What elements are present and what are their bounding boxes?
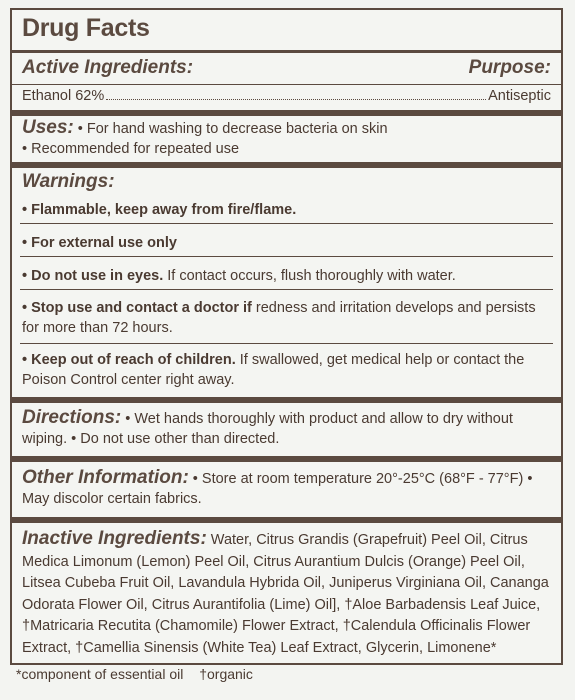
warning-eyes [22, 266, 551, 286]
inactive-ingredients-section [22, 528, 551, 659]
directions-text: • Wet hands thoroughly with product and allow to dry without wiping. • Do not use other than directed. [22, 411, 513, 447]
purpose-heading: Purpose: [468, 57, 551, 78]
warning-stop-use-text: redness and irritation develops and persists for more than 72 hours. [22, 300, 536, 336]
drug-facts-panel [10, 8, 563, 665]
divider [20, 343, 553, 344]
divider [12, 456, 561, 462]
drug-facts-title: Drug Facts [22, 14, 150, 42]
footnote-organic: †organic [199, 666, 253, 682]
divider [12, 397, 561, 403]
divider [12, 110, 561, 116]
leader-dots [106, 99, 486, 100]
active-ingredients-heading: Active Ingredients: [22, 57, 194, 78]
inactive-ingredients-heading: Inactive Ingredients: [22, 528, 207, 549]
warnings-heading: Warnings: [22, 171, 115, 192]
footnotes [16, 666, 265, 682]
uses-section [22, 118, 551, 159]
divider [20, 256, 553, 257]
uses-line-2: • Recommended for repeated use [22, 141, 240, 157]
purpose-value: Antiseptic [488, 88, 551, 104]
uses-heading: Uses: [22, 117, 74, 138]
active-ingredient: Ethanol 62% [22, 88, 105, 104]
divider [12, 517, 561, 523]
warning-children-bold: • Keep out of reach of children. [22, 352, 236, 368]
inactive-ingredients-text: Water, Citrus Grandis (Grapefruit) Peel Oil, Citrus Medica Limonum (Lemon) Peel Oil, Citrus Aurantium Dulcis (Orange) Peel Oil, Litsea Cubeba Fruit Oil, Lavandula Hybrida Oil, Juniperus Virginiana Oil, Cananga Odorata Flower Oil, Citrus Aurantifolia (Lime) Oil], †Aloe Barbadensis Leaf Juice, †Matricaria Recutita (Chamomile) Flower Extract, †Calendula Officinalis Flower Extract, †Camellia Sinensis (White Tea) Leaf Extract, Glycerin, Limonene* [22, 532, 549, 656]
active-ingredients-header [22, 58, 551, 78]
other-information-section [22, 468, 551, 509]
warning-flammable: • Flammable, keep away from fire/flame. [22, 202, 297, 218]
directions-section [22, 408, 551, 449]
warning-children [22, 350, 551, 390]
uses-line-1: • For hand washing to decrease bacteria on skin [77, 121, 388, 137]
warning-children-text: If swallowed, get medical help or contact the Poison Control center right away. [22, 352, 525, 388]
warning-stop-use-bold: • Stop use and contact a doctor if [22, 300, 252, 316]
warning-eyes-text: If contact occurs, flush thoroughly with water. [163, 268, 456, 284]
divider [12, 50, 561, 53]
other-information-heading: Other Information: [22, 467, 189, 488]
warnings-heading-row [22, 172, 551, 193]
active-ingredient-row [22, 88, 551, 104]
divider [12, 84, 561, 85]
warning-eyes-bold: • Do not use in eyes. [22, 268, 164, 284]
directions-heading: Directions: [22, 407, 122, 428]
divider [20, 223, 553, 224]
warning-external-use: • For external use only [22, 235, 177, 251]
other-information-text: • Store at room temperature 20°-25°C (68°F - 77°F) • May discolor certain fabrics. [22, 471, 533, 507]
footnote-essential-oil: *component of essential oil [16, 666, 184, 682]
warning-stop-use [22, 298, 551, 338]
divider [20, 289, 553, 290]
divider [12, 162, 561, 168]
